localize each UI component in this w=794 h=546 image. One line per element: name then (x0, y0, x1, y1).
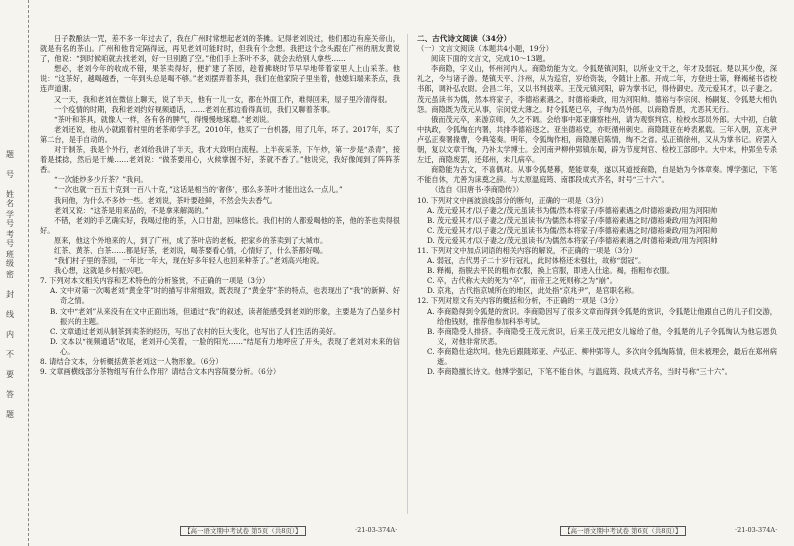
binding-char: 线 (6, 310, 14, 319)
passage-paragraph: 原来，他这个外地来的人，到了广州，成了茶叶店的老板，把家乡的茶卖到了大城市。 (54, 235, 328, 245)
left-column (40, 34, 400, 377)
question-11-option: D. 京兆，古代指京城所在的地区，此处指“京兆尹”，是官职名称。 (427, 286, 639, 296)
classical-paragraph: 李商隐，字义山，怀州河内人。商隐幼能为文。令狐楚镇河阳，以所业文干之，年才及弱冠。楚以其少俊，深礼之，令与诸子游。楚镇天平、汴州，从为巡官，岁给资装，令随计上都。开成二年，方登进士第，释褐秘书省校书郎，调补弘农尉。会昌二年，又以书判拔萃。王茂元镇河阳，辟为掌书记，得侍御史。茂元爱其才，以子妻之。茂元虽读书为儒，然本将家子，李德裕素遇之，时德裕秉政，用为河阳帅。德裕与李宗闵、杨嗣复、令狐楚大相仇怨。商隐既为茂元从事，宗闵党大薄之。时令狐楚已卒，子绹为员外郎，以商隐背恩，尤恶其无行。 (417, 64, 777, 114)
footer-right-label: 【高一语文期中考试卷 第6页（共8页）】 (560, 526, 686, 536)
question-12-option: B. 李商隐受人排挤。李商隐受王茂元赏识，后来王茂元把女儿嫁给了他，令狐楚的儿子令狐绹认为他忘恩负义，对他非常厌恶。 (427, 326, 777, 346)
question-7-option: D. 文本以“视频通话”收尾，老刘开心笑着，一脸的阳光……“结尾有力地呼应了开头，表现了老刘对未来的信心。 (50, 336, 400, 356)
footer-right (560, 526, 686, 535)
footer-right-code: ·21-03-374A· (735, 526, 778, 534)
footer-left-label: 【高一语文期中考试卷 第5页（共8页）】 (180, 526, 306, 536)
passage-paragraph: 老刘还说，他从小就跟着村里的老茶师学手艺，2010年，他买了一台机器，用了几年，坏了。2017年，买了第二台，是手自动的。 (40, 124, 400, 144)
passage-paragraph: “一次也就一百五十克到一百八十克，”这话是相当的‘奢侈’，那么多茶叶才能出这么一点儿。” (54, 185, 343, 195)
binding-char: 要 (6, 370, 14, 379)
classical-paragraph: 俄而茂元卒，来游京师，久之不调。会给事中郑亚廉察桂州，请为观察判官、检校水部员外郎。大中初，白敏中执政，令狐绹在内署，共排李德裕逐之。亚坐德裕党，亦贬循州刺史。商隐随亚在岭表累载。三年入朝，京兆尹卢弘正奏署掾曹，令典笺奏。明年，令狐绹作相，商隐屡启陈情，绹不之省。弘正镇徐州，又从为掌书记。府罢入朝，复以文章干绹，乃补太学博士。会河南尹柳仲郢镇东蜀，辟为节度判官、检校工部郎中。大中末，仲郢坐专杀左迁，商隐废罢，还郑州，未几病卒。 (417, 114, 777, 165)
passage-paragraph: 对于制茶，我是个外行，老刘给我讲了半天，我才大致明白流程。上半夜采茶，下午炒，第一步是“杀青”，接着是揉捻，然后是干燥……老刘说：“做茶要用心，火候掌握不好，茶就不香了。”他说完，我好像闻到了阵阵茶香。 (40, 145, 400, 175)
question-11-option: C. 卒，古代称大夫的死为“卒”，而帝王之死则称之为“崩”。 (427, 276, 617, 286)
section-heading: 二、古代诗文阅读（34分） (417, 34, 512, 43)
question-12-option: D. 李商隐擅长诗文。他博学强记，下笔不能自休，与温庭筠、段成式齐名，当时号称“三十六”。 (427, 367, 732, 377)
binding-char: 姓名 (6, 190, 14, 208)
subsection-heading: （一）文言文阅读（本题共4小题，19分） (417, 44, 553, 54)
binding-char: 题 (6, 410, 14, 419)
question-9: 9. 文章画横线部分茶物组写有什么作用？请结合文本内容简要分析。（6分） (40, 367, 281, 377)
question-7-option: B. 文中“老刘”从来没有在文中正面出场，但通过“我”的叙述，读者能感受到老刘的形象，主要是为了凸显乡村振兴的主题。 (50, 306, 400, 326)
passage-paragraph: “茶叶和茶具，就像人一样，各有各的脾气，得慢慢地琢磨。”老刘说。 (54, 114, 274, 124)
question-10-option: C. 茂元爱其才/以子妻之/茂元虽读书为儒/然本将家子/李德裕素遇之时/德裕秉政/用为河阳帅 (427, 225, 718, 235)
footer-left (180, 526, 306, 535)
question-11-option: A. 弱冠，古代男子二十岁行冠礼，此时体格还未强壮，故称“弱冠”。 (427, 256, 646, 266)
question-11-option: B. 释褐，指脱去平民的粗布衣服，换上官服，即进入仕途。褐，指粗布衣服。 (427, 266, 675, 276)
passage-paragraph: 我问他，为什么不多炒一些。老刘说，茶叶要趁鲜，不然会失去香气。 (54, 195, 277, 205)
question-10-option: A. 茂元爱其才/以子妻之/茂元虽读书为儒/然本将家子/李德裕素遇之/时德裕秉政/用为河阳帅 (427, 205, 718, 215)
question-7-option: C. 文章通过老刘从制茶到卖茶的经历，写出了农村的巨大变化，也写出了人们生活的美好。 (50, 326, 341, 336)
passage-paragraph: 想必，老刘今年的收成不错，果茶卖得好，便扩建了茶园，趁着拂晓时节早早地带着家里人上山采茶。他说：“这茶好，越喝越香，一年到头总是喝不够。”老刘摆弄着茶具，我们在他家院子里坐着，他媳妇端来茶点，我连声道谢。 (40, 64, 400, 94)
passage-paragraph: 老刘又说：“这茶是用来品的，不是拿来解渴的。” (54, 205, 209, 215)
passage-paragraph: 我心想，这就是乡村振兴吧。 (54, 266, 148, 276)
question-7-option: A. 文中对第一次喝老刘“黄金芽”时的描写非常细致，既表现了“黄金芽”茶的特点，也表现出了“我”的新鲜、好奇之情。 (50, 286, 400, 306)
binding-char: 号 (6, 170, 14, 179)
binding-char: 密 (6, 270, 14, 279)
passage-paragraph: 不错，老刘的手艺确实好，我喝过他的茶，入口甘甜，回味悠长。我们村的人都爱喝他的茶，他的茶也卖得很好。 (40, 215, 400, 235)
question-10-option: B. 茂元爱其才/以子妻之/茂元虽读书/为儒然本将家子/李德裕素遇之时/德裕秉政/用为河阳帅 (427, 215, 718, 225)
passage-paragraph: 红茶、黄茶、白茶……都是好茶，老刘说，喝茶要看心情，心情好了，什么茶都好喝。 (54, 245, 328, 255)
binding-char: 答 (6, 390, 14, 399)
question-7: 7. 下列对本文相关内容和艺术特色的分析鉴赏，不正确的一项是（3分） (40, 276, 270, 286)
column-divider (407, 34, 408, 514)
question-10: 10. 下列对文中画波浪线部分的断句，正确的一项是（3分） (417, 195, 608, 205)
binding-char: 不 (6, 350, 14, 359)
passage-paragraph: 日子教酿法一咒，差不多一年过去了，我在广州时常想起老刘的茶摊。记得老刘说过，他们那边有座关帝山，就是有名的茶山。广州和他肯定隔得远，再见老刘可能时时，但我有个念想。我把这个念头跟在广州的朋友黄说了，他说：“到时候咱就去找老刘，好一旦别跑了空。”他们手上茶叶不多，就会去给别人拿些…… (40, 34, 400, 64)
binding-char: 题 (6, 150, 14, 159)
binding-char: 学号 (6, 210, 14, 228)
binding-char: 内 (6, 330, 14, 339)
binding-margin (0, 0, 29, 546)
binding-char: 班级 (6, 250, 14, 268)
question-12: 12. 下列对原文有关内容的概括和分析，不正确的一项是（3分） (417, 296, 623, 306)
question-12-option: C. 李商隐仕途坎坷。他先后跟随郑亚、卢弘正、柳仲郢等人，多次向令狐绹陈情，但未被理会，最后在郑州病逝。 (427, 346, 777, 366)
passage-paragraph: 又一天，我和老刘在微信上聊天，说了半天，他有一儿一女，都在外面工作，难得回来，屋子里冷清得很。 (54, 94, 392, 104)
passage-paragraph: “我们村子里的茶园，一年比一年大，现在好多年轻人也回来种茶了。”老刘高兴地说。 (54, 256, 324, 266)
passage-paragraph: “一次能炒多少斤茶？”我问。 (54, 175, 148, 185)
source-citation: （选自《旧唐书·李商隐传》） (431, 185, 524, 195)
right-column (417, 34, 777, 377)
footer-left-code: ·21-03-374A· (355, 526, 398, 534)
question-12-option: A. 李商隐得到令狐楚的赏识。李商隐因写了很多文章而得到令狐楚的赏识，令狐楚让他跟自己的儿子们交游，给他钱财，推荐他参加科举考试。 (427, 306, 777, 326)
instructions: 阅读下面的文言文，完成10～13题。 (431, 54, 550, 64)
binding-char: 考号 (6, 230, 14, 248)
passage-paragraph: 一个疫情的时期，我和老刘约好视频通话，……老刘在那边看得真切，我们又聊着茶事。 (54, 104, 335, 114)
question-11: 11. 下列对文中加点词语的相关内容的解说，不正确的一项是（3分） (417, 245, 637, 255)
question-8: 8. 请结合文本，分析概括黄茶老刘这一人物形象。（6分） (40, 357, 223, 366)
binding-char: 封 (6, 290, 14, 299)
question-10-option: D. 茂元爱其才/以子妻之/茂元虽读书/为儒然本将家子/李德裕素遇之/时德裕秉政/用为河阳帅 (427, 235, 718, 245)
classical-paragraph: 商隐能为古文，不喜偶对。从事令狐楚幕，楚能章奏，遂以其道授商隐，自是始为今体章奏。博学强记，下笔不能自休，尤善为诔奠之辞。与太原温庭筠、南郡段成式齐名，时号“三十六”。 (417, 165, 777, 185)
